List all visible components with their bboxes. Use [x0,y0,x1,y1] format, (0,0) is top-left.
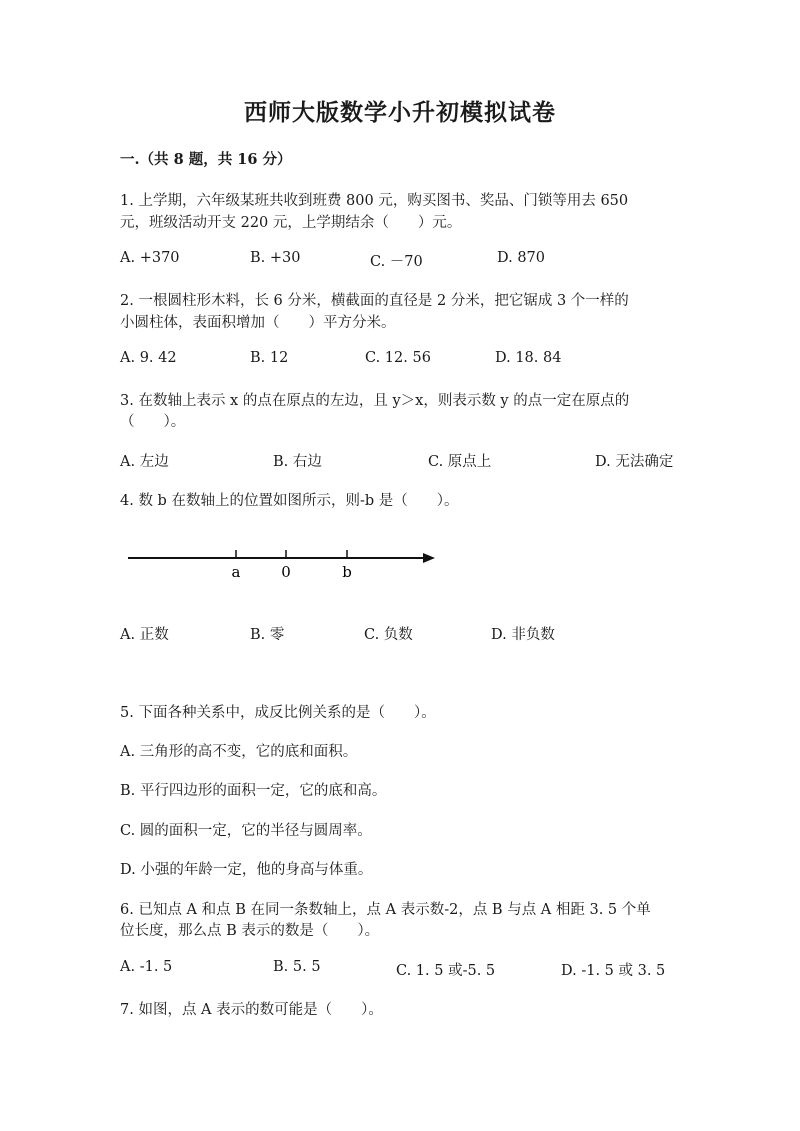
question-6-option-b: B. 5. 5 [273,959,321,975]
question-4-option-b: B. 零 [250,627,285,643]
question-6-option-c: C. 1. 5 或-5. 5 [396,963,496,979]
question-7-line-1: 7. 如图，点 A 表示的数可能是（ ）。 [120,1002,383,1018]
number-line-label-a: a [231,563,241,581]
question-5-line-1: 5. 下面各种关系中，成反比例关系的是（ ）。 [120,705,436,721]
question-1-option-a: A. +370 [120,250,180,266]
question-2-line-1: 2. 一根圆柱形木料，长 6 分米，横截面的直径是 2 分米，把它锯成 3 个一样的 [120,293,629,309]
page-title: 西师大版数学小升初模拟试卷 [244,99,556,126]
section-header: 一.（共 8 题，共 16 分） [120,151,292,168]
question-6-line-1: 6. 已知点 A 和点 B 在同一条数轴上，点 A 表示数-2，点 B 与点 A 相距 3. 5 个单 [120,902,651,918]
question-1-option-d: D. 870 [497,250,546,266]
question-1-option-c: C. －70 [370,254,423,270]
question-3-option-c: C. 原点上 [428,454,492,470]
question-3-line-2: （ ）。 [120,414,186,430]
number-line-arrow [423,553,435,563]
question-4-option-d: D. 非负数 [491,627,555,643]
question-3-line-1: 3. 在数轴上表示 x 的点在原点的左边，且 y＞x，则表示数 y 的点一定在原点的 [120,393,630,409]
question-3-option-d: D. 无法确定 [595,454,674,470]
question-2-line-2: 小圆柱体，表面积增加（ ）平方分米。 [120,315,396,331]
question-2-option-b: B. 12 [250,350,289,366]
question-6-option-d: D. -1. 5 或 3. 5 [561,963,666,979]
question-3-option-a: A. 左边 [120,454,169,470]
question-2-option-d: D. 18. 84 [495,350,562,366]
question-6-option-a: A. -1. 5 [120,959,173,975]
number-line-label-b: b [342,563,352,581]
question-5-option-c: C. 圆的面积一定，它的半径与圆周率。 [120,823,372,839]
question-6-line-2: 位长度，那么点 B 表示的数是（ ）。 [120,923,380,939]
question-4-line-1: 4. 数 b 在数轴上的位置如图所示，则-b 是（ ）。 [120,493,459,509]
question-2-option-a: A. 9. 42 [120,350,177,366]
question-1-option-b: B. +30 [250,250,301,266]
question-3-option-b: B. 右边 [273,454,322,470]
number-line-label-0: 0 [281,563,291,581]
question-5-option-d: D. 小强的年龄一定，他的身高与体重。 [120,862,373,878]
question-5-option-b: B. 平行四边形的面积一定，它的底和高。 [120,783,387,799]
question-4-option-c: C. 负数 [364,627,413,643]
question-4-option-a: A. 正数 [120,627,169,643]
question-1-line-1: 1. 上学期，六年级某班共收到班费 800 元，购买图书、奖品、门锁等用去 650 [120,193,629,209]
question-1-line-2: 元，班级活动开支 220 元，上学期结余（ ）元。 [120,215,462,231]
question-5-option-a: A. 三角形的高不变，它的底和面积。 [120,744,358,760]
question-2-option-c: C. 12. 56 [365,350,431,366]
number-line-figure [125,542,445,582]
